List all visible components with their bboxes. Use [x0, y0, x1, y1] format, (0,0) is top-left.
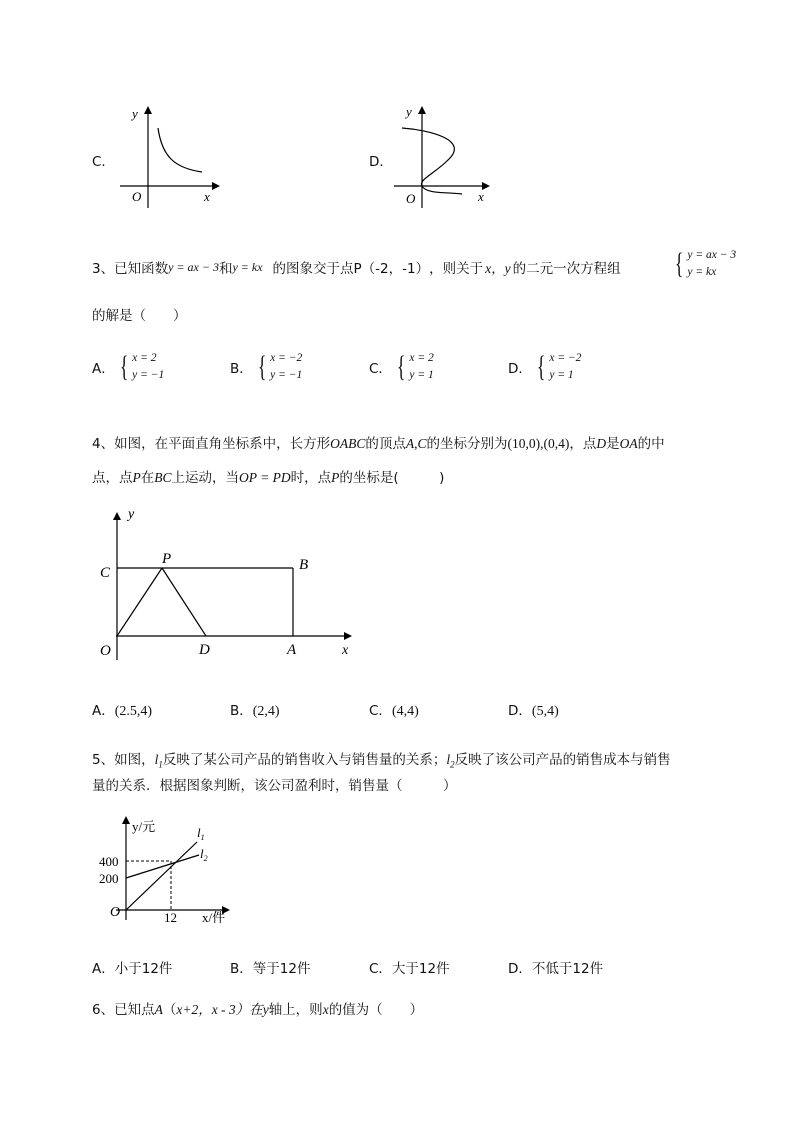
l1-label — [197, 825, 205, 842]
segment-bc: BC — [154, 470, 172, 485]
option-label: A． — [92, 361, 115, 377]
q4-figure — [94, 502, 364, 662]
text: ，点 — [569, 436, 597, 452]
q3-function-2: y = kx — [232, 259, 263, 274]
q5-stem-line2: 量的关系．根据图象判断，该公司盈利时，销售量（ ） — [92, 778, 457, 794]
text: 反映了该公司产品的销售成本与销售 — [454, 752, 671, 768]
origin-label: O — [132, 189, 142, 204]
q5-option-d[interactable] — [508, 957, 603, 977]
vertices: A,C — [405, 436, 427, 451]
option-value: 小于12件 — [114, 961, 173, 977]
q6-stem — [92, 998, 423, 1018]
q3-stem-line2: 的解是（ ） — [92, 308, 187, 324]
brace: { — [119, 350, 129, 383]
segment-pd — [162, 568, 206, 636]
q2-option-c-label: C． — [92, 154, 115, 170]
q5-figure — [94, 814, 264, 926]
q4-option-a[interactable] — [92, 699, 152, 720]
brace: { — [674, 247, 684, 280]
rect-name: OABC — [330, 436, 366, 451]
l2-subscript: 2 — [450, 759, 455, 770]
q4-stem-line1 — [92, 432, 665, 452]
q3-stem — [92, 257, 621, 277]
line-l1 — [126, 842, 197, 910]
text: 轴上，则 — [268, 1002, 323, 1018]
origin-label: O — [110, 905, 121, 920]
q3-option-c[interactable] — [369, 350, 434, 384]
point-d: D — [596, 436, 607, 451]
y-axis-arrow — [122, 816, 130, 824]
q3-option-d[interactable] — [508, 350, 581, 384]
l2-sub: 2 — [203, 854, 208, 863]
l1: l — [154, 752, 159, 767]
option-label: A． — [92, 703, 115, 719]
x-axis-label: x — [478, 189, 484, 204]
text: 的坐标是( ) — [339, 470, 445, 486]
text: 点，点 — [92, 470, 133, 486]
text: 4、如图，在平面直角坐标系中，长方形 — [92, 436, 331, 452]
option-row-1: x = −2 — [270, 352, 303, 364]
option-row-2: y = −1 — [132, 369, 165, 381]
hyperbola-curve — [158, 128, 202, 172]
origin-label: O — [406, 191, 416, 206]
q3-option-b[interactable] — [230, 350, 302, 384]
option-label: D． — [508, 361, 532, 377]
q5-option-a[interactable] — [92, 957, 172, 977]
l1-subscript: 1 — [158, 759, 163, 770]
brace: { — [536, 350, 546, 383]
y-axis-label: y/元 — [132, 819, 156, 834]
brace: { — [396, 350, 406, 383]
text: 时，点 — [290, 470, 332, 486]
q3-suffix: 的二元一次方程组 — [512, 261, 621, 277]
q3-system-row-1: y = ax − 3 — [687, 249, 737, 261]
l1-letter: l — [197, 825, 201, 840]
q2-option-d-label: D． — [369, 154, 393, 170]
option-label: C． — [369, 961, 392, 977]
option-row-2: y = −1 — [270, 369, 303, 381]
option-label: B． — [230, 361, 253, 377]
option-row-1: x = −2 — [549, 352, 582, 364]
q3-and: 和 — [218, 261, 233, 277]
point-p: P — [331, 470, 340, 485]
option-value: 不低于12件 — [531, 961, 604, 977]
q4-stem-line2 — [92, 466, 444, 486]
text: 是 — [606, 436, 620, 452]
x-axis-arrow — [344, 632, 352, 640]
text: 的值为（ ） — [328, 1002, 424, 1018]
q3-equation-system — [672, 247, 736, 281]
q3-system-row-2: y = kx — [687, 266, 717, 278]
label-b: B — [299, 557, 309, 573]
y-axis-label: y — [132, 106, 138, 121]
text: 5、如图， — [92, 752, 155, 768]
q3-function-1: y = ax − 3 — [168, 259, 219, 274]
point-a: A — [154, 1002, 163, 1017]
text: 的中 — [637, 436, 665, 452]
option-value: (5,4) — [531, 704, 559, 719]
option-label: C． — [369, 703, 392, 719]
option-value: (4,4) — [391, 704, 419, 719]
q5-stem-line1 — [92, 748, 671, 770]
y-axis-label: y — [406, 104, 412, 119]
l2-label — [200, 846, 208, 863]
q3-point: P（-2，-1） — [353, 261, 430, 277]
q2-graph-c — [112, 100, 222, 210]
coordinates: x+2，x - 3）在 — [176, 1002, 263, 1017]
y-axis-label: y — [128, 507, 135, 522]
option-value: (2.5,4) — [114, 704, 153, 719]
x-axis-label: x — [204, 189, 210, 204]
q3-mid2: ，则关于 — [429, 261, 484, 277]
option-label: D． — [508, 703, 532, 719]
tick-12: 12 — [164, 910, 177, 925]
option-label: C． — [369, 361, 392, 377]
text: （ — [162, 1002, 177, 1018]
q4-option-c[interactable] — [369, 699, 419, 720]
option-row-1: x = 2 — [409, 352, 434, 364]
q3-vars: x，y — [485, 261, 511, 276]
option-label: B． — [230, 703, 253, 719]
q3-prefix: 3、已知函数 — [92, 261, 169, 277]
x-axis-label: x — [342, 643, 349, 658]
text: 上运动，当 — [171, 470, 240, 486]
condition: OP = PD — [239, 470, 291, 485]
q5-option-c[interactable] — [369, 957, 450, 977]
q5-option-b[interactable] — [230, 957, 310, 977]
option-label: A． — [92, 961, 115, 977]
segment-op — [117, 568, 162, 636]
y-var: y — [262, 1002, 269, 1017]
option-label: D． — [508, 961, 532, 977]
label-d: D — [199, 642, 210, 658]
l1-sub: 1 — [200, 833, 205, 842]
segment-oa: OA — [619, 436, 638, 451]
text: 在 — [140, 470, 155, 486]
option-value: 等于12件 — [252, 961, 311, 977]
coords: (10,0),(0,4) — [507, 436, 570, 451]
brace: { — [257, 350, 267, 383]
label-o: O — [100, 643, 111, 659]
q4-option-d[interactable] — [508, 699, 559, 720]
text: 的坐标分别为 — [426, 436, 508, 452]
label-c: C — [100, 565, 111, 581]
l2: l — [446, 752, 451, 767]
tick-200: 200 — [99, 871, 119, 886]
option-label: B． — [230, 961, 253, 977]
text: 的顶点 — [365, 436, 406, 452]
q3-option-a[interactable] — [92, 350, 164, 384]
x-axis-arrow — [212, 182, 220, 190]
label-a: A — [287, 642, 297, 658]
l2-letter: l — [200, 846, 204, 861]
text: 反映了某公司产品的销售收入与销售量的关系； — [162, 752, 447, 768]
option-value: 大于12件 — [391, 961, 450, 977]
x-var: x — [322, 1002, 329, 1017]
y-axis-arrow — [418, 106, 426, 114]
y-axis-arrow — [113, 512, 121, 520]
option-row-1: x = 2 — [132, 352, 157, 364]
option-row-2: y = 1 — [549, 369, 574, 381]
option-value: (2,4) — [252, 704, 280, 719]
label-p: P — [162, 551, 172, 567]
q2-graph-d — [390, 100, 500, 210]
q4-option-b[interactable] — [230, 699, 280, 720]
point-p: P — [132, 470, 141, 485]
x-axis-label: x/件 — [202, 910, 226, 925]
q3-mid: 的图象交于点 — [272, 261, 354, 277]
non-function-curve — [402, 128, 462, 194]
tick-400: 400 — [99, 854, 119, 869]
text: 6、已知点 — [92, 1002, 155, 1018]
option-row-2: y = 1 — [409, 369, 434, 381]
y-axis-arrow — [144, 106, 152, 114]
